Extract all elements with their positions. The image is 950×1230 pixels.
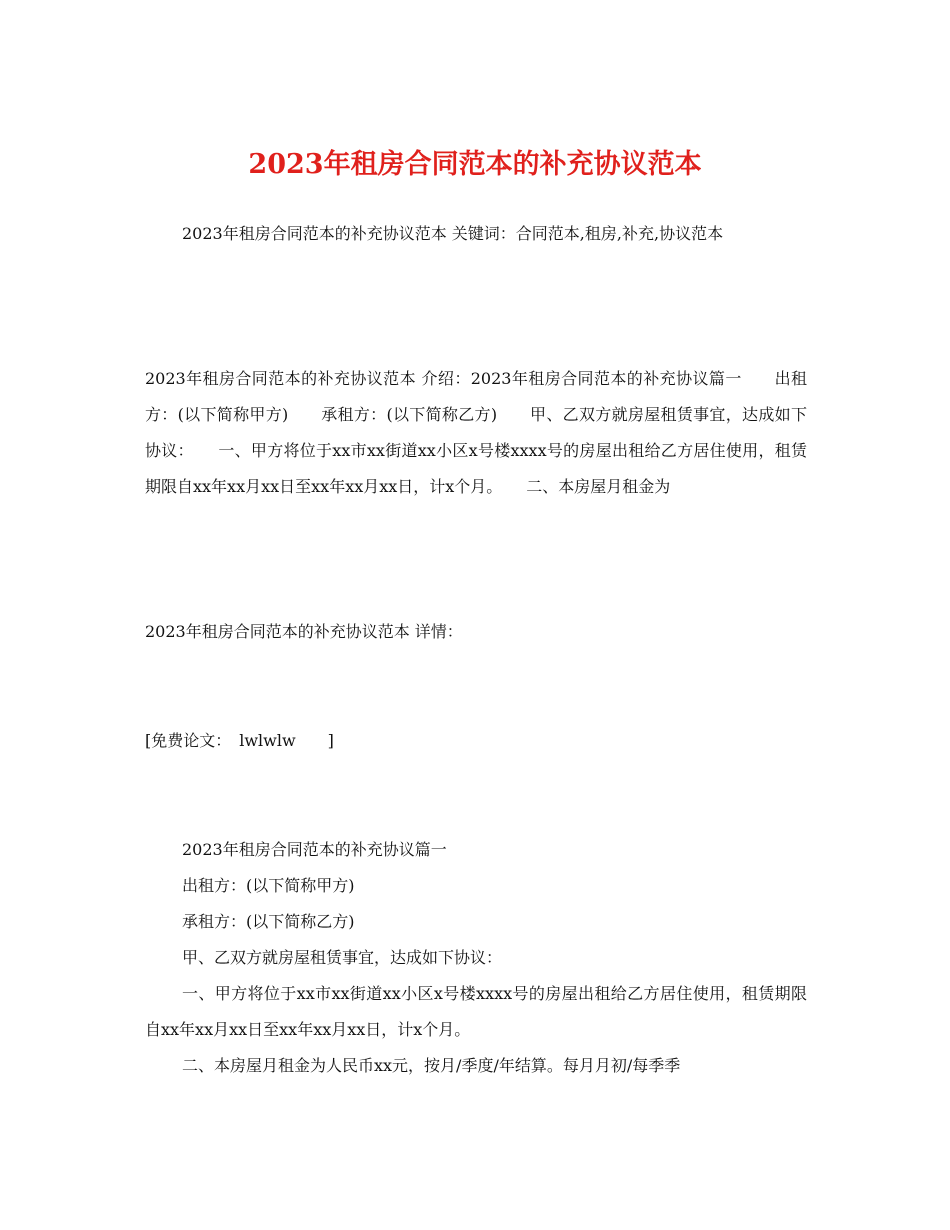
intro-paragraph: 2023年租房合同范本的补充协议范本 介绍：2023年租房合同范本的补充协议篇一 出租方：(以下简称甲方) 承租方：(以下简称乙方) 甲、乙双方就房屋租赁事宜，达成如下协议： 一、甲方将位于xx市xx街道xx小区x号楼xxxx号的房屋出租给乙方居住使用，租赁期限自xx年xx月xx日至xx年xx月xx日，计x个月。 二、本房屋月租金为 xyxy=(145,369,807,496)
body-line-lessee: 承租方：(以下简称乙方) xyxy=(182,912,355,931)
body-line-agreement: 甲、乙双方就房屋租赁事宜，达成如下协议： xyxy=(182,948,503,967)
body-line-lessor: 出租方：(以下简称甲方) xyxy=(182,876,355,895)
clause-two-paragraph: 二、本房屋月租金为人民币xx元，按月/季度/年结算。每月月初/每季季 xyxy=(182,1056,681,1075)
clause-one-paragraph: 一、甲方将位于xx市xx街道xx小区x号楼xxxx号的房屋出租给乙方居住使用，租赁期限自xx年xx月xx日至xx年xx月xx日，计x个月。 xyxy=(145,984,807,1039)
document-title: 2023年租房合同范本的补充协议范本 xyxy=(248,149,702,180)
body-line-heading: 2023年租房合同范本的补充协议篇一 xyxy=(182,840,447,859)
keywords-paragraph: 2023年租房合同范本的补充协议范本 关键词：合同范本,租房,补充,协议范本 xyxy=(182,224,724,243)
free-paper-note: [免费论文： lwlwlw ] xyxy=(145,731,334,750)
details-heading: 2023年租房合同范本的补充协议范本 详情： xyxy=(145,622,463,641)
